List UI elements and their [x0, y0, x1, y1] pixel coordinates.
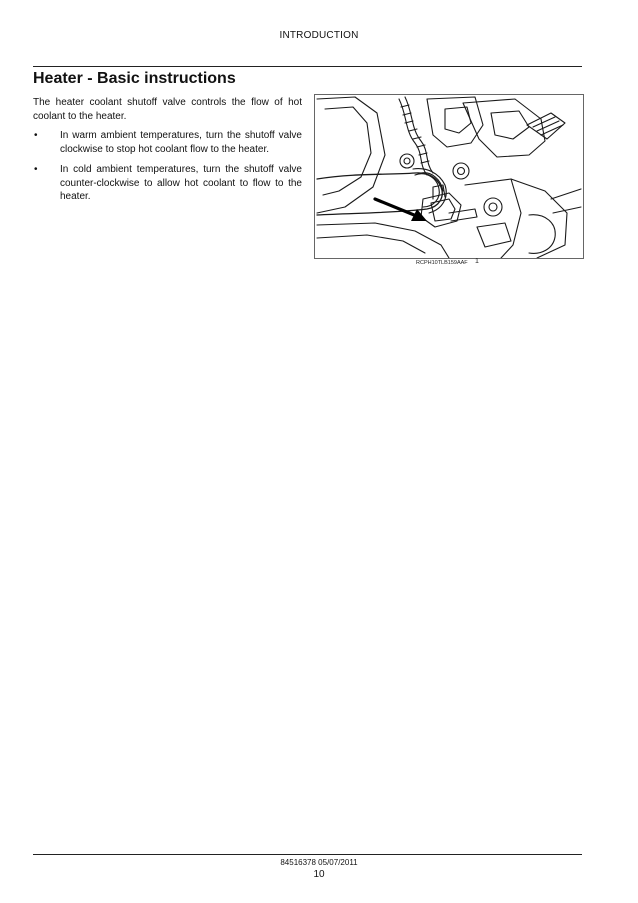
text-column	[33, 96, 302, 211]
intro-paragraph: The heater coolant shutoff valve controls the flow of hot coolant to the heater.	[33, 97, 302, 122]
header-rule	[33, 66, 582, 67]
page-number: 10	[313, 869, 325, 880]
heater-valve-illustration	[314, 94, 584, 259]
bullet-icon: •	[34, 130, 38, 141]
section-title: Heater - Basic instructions	[33, 70, 236, 87]
bullet-icon: •	[34, 164, 38, 175]
figure-caption: RCPH10TLB159AAF	[416, 260, 468, 266]
instruction-list	[33, 129, 302, 204]
list-item	[33, 129, 302, 156]
valve-line-drawing	[315, 95, 583, 258]
footer-doc-id: 84516378 05/07/2011	[280, 858, 358, 867]
footer-rule	[33, 854, 582, 855]
figure-number: 1	[475, 258, 479, 265]
bullet-text: In warm ambient temperatures, turn the shutoff valve clockwise to stop hot coolant flow to the heater.	[60, 130, 302, 155]
list-item	[33, 163, 302, 204]
bullet-text: In cold ambient temperatures, turn the shutoff valve counter-clockwise to allow hot coolant to flow to the heater.	[60, 164, 302, 202]
page-header-title: INTRODUCTION	[279, 30, 359, 41]
